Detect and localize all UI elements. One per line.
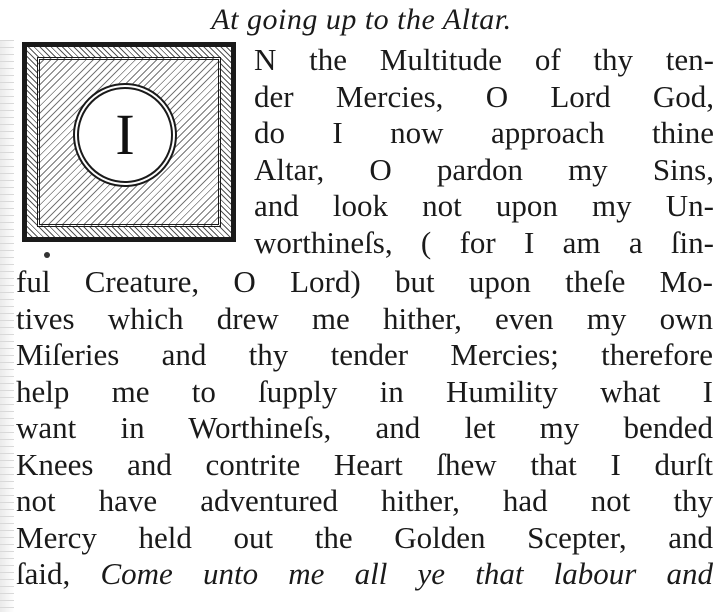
text-line: N the Multitude of thy ten-	[254, 42, 714, 77]
text-line: Miſeries and thy tender Mercies; therefore	[16, 337, 713, 372]
drop-cap-letter: I	[115, 102, 135, 167]
text-line: der Mercies, O Lord God,	[254, 78, 714, 114]
text-italic-part: Come unto me all ye that labour and	[100, 556, 713, 591]
text-line-last	[16, 556, 713, 593]
text-line: tives which drew me hither, even my own	[16, 300, 713, 336]
text-roman-part: ſaid,	[16, 556, 101, 591]
text-beside-initial	[254, 42, 714, 261]
text-line: want in Worthineſs, and let my bended	[16, 410, 713, 445]
text-line: Mercy held out the Golden Scepter, and	[16, 519, 713, 555]
body-text	[16, 264, 713, 593]
text-line: worthineſs, ( for I am a ſin-	[254, 224, 714, 260]
text-line: not have adventured hither, had not thy	[16, 483, 713, 518]
decorated-initial	[22, 42, 236, 242]
text-line: do I now approach thine	[254, 115, 714, 150]
initial-ornament-ring	[73, 83, 177, 187]
text-line: help me to ſupply in Humility what I	[16, 373, 713, 409]
ink-dot	[44, 252, 50, 258]
text-line: Knees and contrite Heart ſhew that I durſt	[16, 446, 713, 482]
page-gutter-edge	[0, 40, 14, 612]
section-heading: At going up to the Altar.	[211, 3, 512, 36]
text-line: and look not upon my Un-	[254, 188, 714, 223]
text-line: ful Creature, O Lord) but upon theſe Mo-	[16, 264, 713, 299]
text-line: Altar, O pardon my Sins,	[254, 151, 714, 187]
